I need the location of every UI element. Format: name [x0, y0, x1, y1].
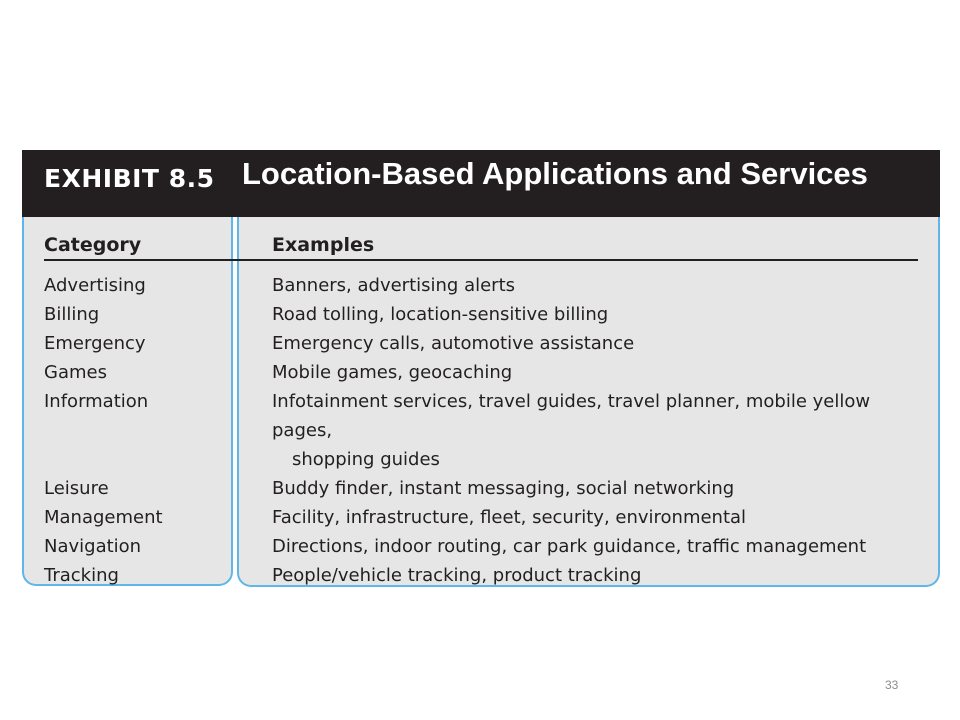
category-cell: Advertising: [44, 275, 146, 296]
category-cell: Information: [44, 391, 149, 412]
category-cell: Emergency: [44, 333, 146, 354]
examples-cell: Banners, advertising alerts: [272, 275, 516, 296]
examples-cell: Facility, infrastructure, fleet, security, environmental: [272, 507, 747, 528]
examples-cell: Mobile games, geocaching: [272, 362, 513, 383]
examples-cell: Infotainment services, travel guides, travel planner, mobile yellow pages,: [272, 391, 871, 441]
examples-cell: Emergency calls, automotive assistance: [272, 333, 635, 354]
examples-cell: Directions, indoor routing, car park guidance, traffic management: [272, 536, 867, 557]
table-row: [22, 474, 940, 503]
table-row-continuation: [22, 445, 940, 474]
examples-cell: Road tolling, location-sensitive billing: [272, 304, 609, 325]
page-number: 33: [885, 678, 899, 692]
table-row: [22, 387, 940, 445]
category-cell: Tracking: [44, 565, 119, 586]
exhibit-title: Location-Based Applications and Services: [242, 156, 868, 191]
category-cell: Management: [44, 507, 163, 528]
table-body: [22, 271, 940, 590]
category-cell: Navigation: [44, 536, 142, 557]
table-row: [22, 271, 940, 300]
table-row: [22, 358, 940, 387]
category-cell: Leisure: [44, 478, 109, 499]
header-category: Category: [44, 234, 142, 256]
examples-cell: People/vehicle tracking, product tracking: [272, 565, 642, 586]
exhibit-label: EXHIBIT 8.5: [44, 164, 215, 193]
table-row: [22, 300, 940, 329]
table-row: [22, 561, 940, 590]
table-row: [22, 532, 940, 561]
examples-cell-continuation: shopping guides: [292, 449, 440, 470]
examples-cell: Buddy finder, instant messaging, social networking: [272, 478, 735, 499]
header-rule: [44, 259, 918, 261]
exhibit-figure: [22, 150, 940, 587]
header-examples: Examples: [272, 234, 375, 256]
table-row: [22, 503, 940, 532]
category-cell: Games: [44, 362, 107, 383]
exhibit-banner: [22, 150, 940, 217]
table-row: [22, 329, 940, 358]
category-cell: Billing: [44, 304, 100, 325]
